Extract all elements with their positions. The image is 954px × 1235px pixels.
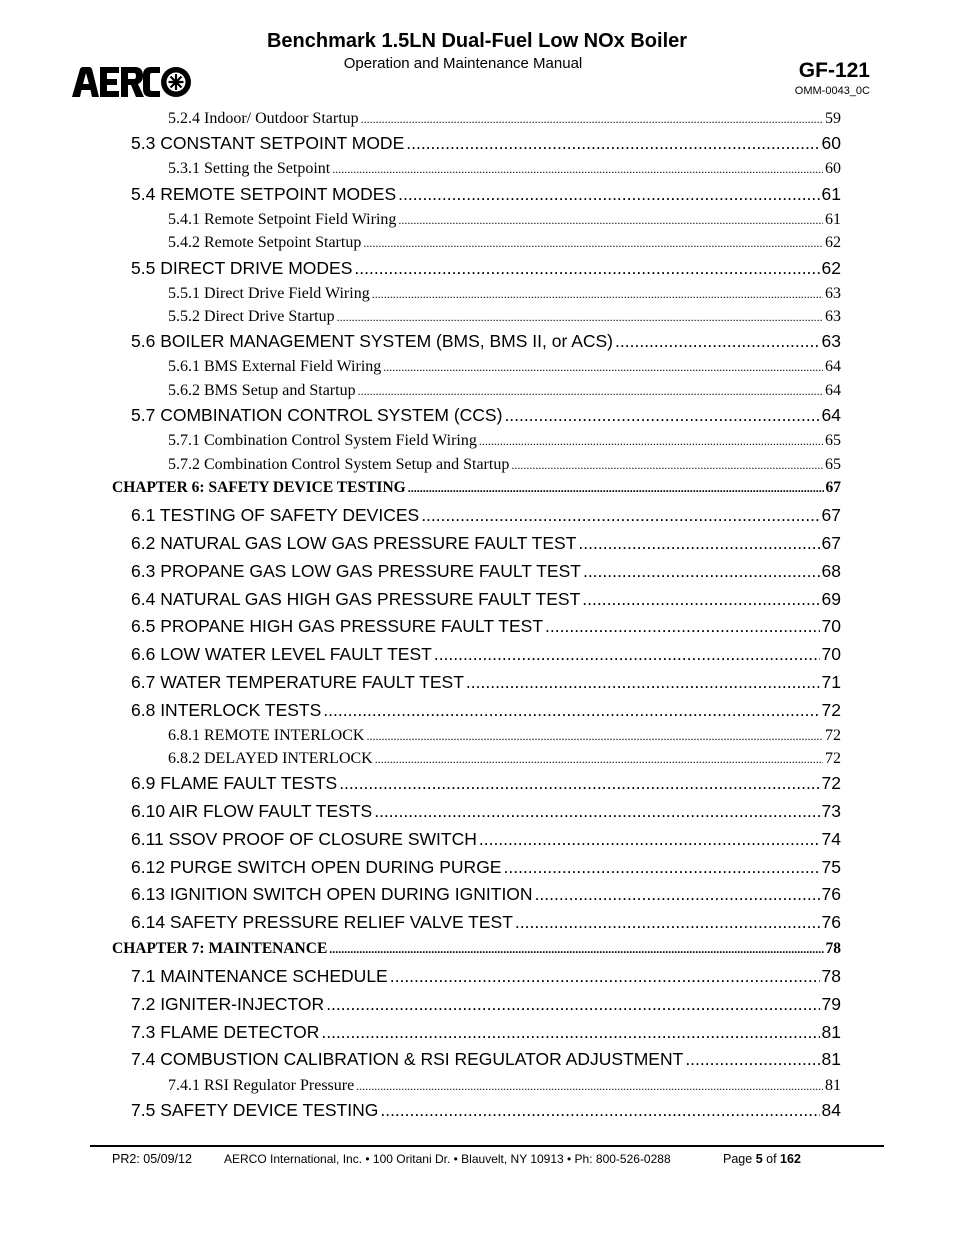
toc-leader-dots	[398, 213, 823, 228]
toc-entry-page: 67	[821, 505, 841, 525]
toc-entry-title: 6.8.1 REMOTE INTERLOCK	[168, 727, 365, 744]
toc-entry[interactable]	[168, 432, 841, 452]
toc-entry-title: 6.4 NATURAL GAS HIGH GAS PRESSURE FAULT TEST	[131, 589, 581, 609]
toc-entry-title: 5.3.1 Setting the Setpoint	[168, 160, 331, 177]
toc-leader-dots	[374, 801, 819, 822]
toc-entry-title: 5.6 BOILER MANAGEMENT SYSTEM (BMS, BMS II, or ACS)	[131, 331, 614, 351]
toc-entry-page: 81	[821, 1022, 841, 1042]
toc-leader-dots	[321, 1022, 819, 1043]
page-of: of	[766, 1152, 777, 1166]
toc-entry[interactable]	[131, 1049, 841, 1073]
footer-divider	[90, 1145, 884, 1147]
toc-leader-dots	[583, 561, 820, 582]
toc-chapter-entry[interactable]	[112, 940, 841, 960]
toc-entry-page: 64	[821, 405, 841, 425]
toc-entry[interactable]	[168, 382, 841, 402]
toc-leader-dots	[515, 912, 820, 933]
toc-entry-title: 7.1 MAINTENANCE SCHEDULE	[131, 966, 388, 986]
toc-entry-page: 60	[821, 133, 841, 153]
toc-entry-page: 79	[821, 994, 841, 1014]
toc-entry-title: 6.14 SAFETY PRESSURE RELIEF VALVE TEST	[131, 912, 513, 932]
toc-entry[interactable]	[168, 160, 841, 180]
footer-page-number	[723, 1152, 801, 1166]
toc-entry[interactable]	[131, 184, 841, 208]
toc-entry[interactable]	[131, 561, 841, 585]
toc-entry-page: 81	[821, 1049, 841, 1069]
toc-entry-page: 65	[825, 432, 841, 449]
toc-entry-page: 75	[821, 857, 841, 877]
toc-entry-page: 62	[825, 234, 841, 251]
toc-entry-title: 6.1 TESTING OF SAFETY DEVICES	[131, 505, 420, 525]
toc-entry[interactable]	[131, 857, 841, 881]
toc-entry[interactable]	[168, 456, 841, 476]
toc-entry[interactable]	[131, 912, 841, 936]
toc-entry-title: 5.5.2 Direct Drive Startup	[168, 308, 335, 325]
toc-entry-page: 74	[821, 829, 841, 849]
toc-entry[interactable]	[168, 211, 841, 231]
toc-leader-dots	[358, 384, 823, 399]
toc-leader-dots	[434, 644, 820, 665]
toc-entry-title: 6.9 FLAME FAULT TESTS	[131, 773, 338, 793]
toc-entry-title: 6.12 PURGE SWITCH OPEN DURING PURGE	[131, 857, 502, 877]
toc-entry-page: 59	[825, 110, 841, 127]
toc-leader-dots	[479, 829, 820, 850]
toc-entry-page: 68	[821, 561, 841, 581]
toc-leader-dots	[366, 729, 823, 744]
toc-leader-dots	[332, 162, 823, 177]
toc-leader-dots	[390, 966, 820, 987]
toc-entry-title: 6.2 NATURAL GAS LOW GAS PRESSURE FAULT TEST	[131, 533, 577, 553]
toc-entry[interactable]	[168, 285, 841, 305]
toc-entry-title: 7.5 SAFETY DEVICE TESTING	[131, 1100, 379, 1120]
toc-leader-dots	[504, 405, 819, 426]
toc-entry-page: 84	[821, 1100, 841, 1120]
toc-entry-page: 61	[821, 184, 841, 204]
toc-leader-dots	[383, 360, 823, 375]
toc-entry-page: 67	[825, 479, 841, 496]
toc-entry[interactable]	[131, 1022, 841, 1046]
toc-entry-page: 63	[825, 285, 841, 302]
toc-entry[interactable]	[131, 405, 841, 429]
toc-entry[interactable]	[131, 829, 841, 853]
toc-entry-title: 7.4.1 RSI Regulator Pressure	[168, 1077, 355, 1094]
toc-entry-page: 69	[821, 589, 841, 609]
toc-entry-page: 72	[821, 773, 841, 793]
toc-entry-page: 78	[821, 966, 841, 986]
toc-entry[interactable]	[131, 644, 841, 668]
toc-entry-page: 70	[821, 644, 841, 664]
toc-entry-title: 5.4.2 Remote Setpoint Startup	[168, 234, 362, 251]
toc-entry[interactable]	[131, 505, 841, 529]
document-subtitle: Operation and Maintenance Manual	[343, 55, 583, 72]
toc-entry[interactable]	[168, 358, 841, 378]
toc-leader-dots	[398, 184, 819, 205]
toc-entry[interactable]	[131, 966, 841, 990]
toc-entry-page: 67	[821, 533, 841, 553]
toc-entry-title: 6.7 WATER TEMPERATURE FAULT TEST	[131, 672, 464, 692]
toc-entry-title: 6.8 INTERLOCK TESTS	[131, 700, 322, 720]
toc-leader-dots	[354, 258, 819, 279]
toc-entry[interactable]	[131, 884, 841, 908]
toc-entry[interactable]	[131, 672, 841, 696]
document-number: GF-121	[798, 59, 870, 82]
toc-leader-dots	[479, 434, 823, 449]
toc-entry-page: 63	[825, 308, 841, 325]
toc-entry-title: 6.10 AIR FLOW FAULT TESTS	[131, 801, 373, 821]
toc-entry[interactable]	[131, 994, 841, 1018]
toc-entry-title: 6.3 PROPANE GAS LOW GAS PRESSURE FAULT TEST	[131, 561, 581, 581]
toc-entry[interactable]	[131, 331, 841, 355]
toc-leader-dots	[380, 1100, 819, 1121]
toc-entry-page: 78	[825, 940, 841, 957]
toc-entry[interactable]	[131, 133, 841, 157]
toc-entry-page: 72	[825, 750, 841, 767]
toc-leader-dots	[511, 458, 823, 473]
toc-entry-page: 81	[825, 1077, 841, 1094]
toc-entry-page: 62	[821, 258, 841, 278]
toc-leader-dots	[408, 481, 824, 496]
toc-entry-title: 5.6.1 BMS External Field Wiring	[168, 358, 382, 375]
toc-entry-title: 5.2.4 Indoor/ Outdoor Startup	[168, 110, 359, 127]
toc-entry-title: 6.13 IGNITION SWITCH OPEN DURING IGNITION	[131, 884, 533, 904]
toc-leader-dots	[535, 884, 820, 905]
toc-entry-title: 5.7.1 Combination Control System Field Wiring	[168, 432, 477, 449]
toc-entry[interactable]	[168, 110, 841, 130]
toc-entry-page: 71	[821, 672, 841, 692]
toc-entry-title: 6.5 PROPANE HIGH GAS PRESSURE FAULT TEST	[131, 616, 544, 636]
toc-entry-title: 6.8.2 DELAYED INTERLOCK	[168, 750, 373, 767]
toc-entry-page: 72	[821, 700, 841, 720]
toc-leader-dots	[323, 700, 819, 721]
page-current: 5	[755, 1152, 763, 1166]
footer-address: AERCO International, Inc. • 100 Oritani Dr. • Blauvelt, NY 10913 • Ph: 800-526-0288	[224, 1152, 671, 1166]
toc-entry[interactable]	[131, 616, 841, 640]
toc-entry[interactable]	[131, 773, 841, 797]
toc-entry-title: 7.3 FLAME DETECTOR	[131, 1022, 320, 1042]
toc-entry-title: 7.2 IGNITER-INJECTOR	[131, 994, 325, 1014]
toc-entry[interactable]	[168, 750, 841, 770]
toc-entry[interactable]	[131, 589, 841, 613]
toc-leader-dots	[421, 505, 819, 526]
toc-entry-title: CHAPTER 6: SAFETY DEVICE TESTING	[112, 479, 406, 496]
toc-entry-page: 63	[821, 331, 841, 351]
toc-entry-page: 65	[825, 456, 841, 473]
document-title: Benchmark 1.5LN Dual-Fuel Low NOx Boiler	[266, 30, 688, 52]
toc-entry-title: 7.4 COMBUSTION CALIBRATION & RSI REGULATOR ADJUSTMENT	[131, 1049, 684, 1069]
toc-leader-dots	[363, 236, 823, 251]
toc-entry-page: 70	[821, 616, 841, 636]
toc-entry-title: 6.11 SSOV PROOF OF CLOSURE SWITCH	[131, 829, 477, 849]
toc-entry-title: 6.6 LOW WATER LEVEL FAULT TEST	[131, 644, 432, 664]
toc-entry-page: 60	[825, 160, 841, 177]
toc-leader-dots	[545, 616, 820, 637]
toc-entry-page: 72	[825, 727, 841, 744]
page-total: 162	[780, 1152, 801, 1166]
toc-entry-page: 64	[825, 358, 841, 375]
toc-entry[interactable]	[168, 234, 841, 254]
document-revision-code: OMM-0043_0C	[794, 85, 870, 97]
toc-entry-title: 5.4.1 Remote Setpoint Field Wiring	[168, 211, 397, 228]
toc-entry-page: 64	[825, 382, 841, 399]
toc-entry-title: 5.5.1 Direct Drive Field Wiring	[168, 285, 370, 302]
toc-leader-dots	[372, 287, 823, 302]
toc-entry-title: 5.5 DIRECT DRIVE MODES	[131, 258, 353, 278]
toc-entry-page: 76	[821, 912, 841, 932]
toc-entry-title: 5.6.2 BMS Setup and Startup	[168, 382, 356, 399]
toc-chapter-entry[interactable]	[112, 479, 841, 499]
toc-leader-dots	[375, 752, 823, 767]
toc-leader-dots	[578, 533, 819, 554]
toc-leader-dots	[361, 112, 823, 127]
toc-leader-dots	[326, 994, 819, 1015]
toc-leader-dots	[466, 672, 820, 693]
toc-entry[interactable]	[131, 533, 841, 557]
toc-entry-title: CHAPTER 7: MAINTENANCE	[112, 940, 328, 957]
toc-leader-dots	[582, 589, 819, 610]
toc-entry-title: 5.7 COMBINATION CONTROL SYSTEM (CCS)	[131, 405, 503, 425]
footer-revision: PR2: 05/09/12	[112, 1152, 192, 1166]
toc-entry-title: 5.3 CONSTANT SETPOINT MODE	[131, 133, 405, 153]
toc-entry-page: 73	[821, 801, 841, 821]
toc-leader-dots	[503, 857, 819, 878]
toc-entry[interactable]	[168, 727, 841, 747]
toc-entry-page: 76	[821, 884, 841, 904]
toc-leader-dots	[339, 773, 819, 794]
page-word: Page	[723, 1152, 753, 1166]
toc-entry[interactable]	[168, 1077, 841, 1097]
toc-entry-page: 61	[825, 211, 841, 228]
toc-leader-dots	[406, 133, 819, 154]
toc-entry-title: 5.4 REMOTE SETPOINT MODES	[131, 184, 397, 204]
toc-entry[interactable]	[131, 1100, 841, 1124]
toc-leader-dots	[615, 331, 820, 352]
toc-entry[interactable]	[131, 801, 841, 825]
toc-leader-dots	[337, 310, 823, 325]
toc-entry-title: 5.7.2 Combination Control System Setup and Startup	[168, 456, 510, 473]
toc-entry[interactable]	[131, 700, 841, 724]
toc-leader-dots	[329, 942, 823, 957]
toc-leader-dots	[356, 1079, 823, 1094]
toc-entry[interactable]	[168, 308, 841, 328]
toc-leader-dots	[685, 1049, 819, 1070]
toc-entry[interactable]	[131, 258, 841, 282]
